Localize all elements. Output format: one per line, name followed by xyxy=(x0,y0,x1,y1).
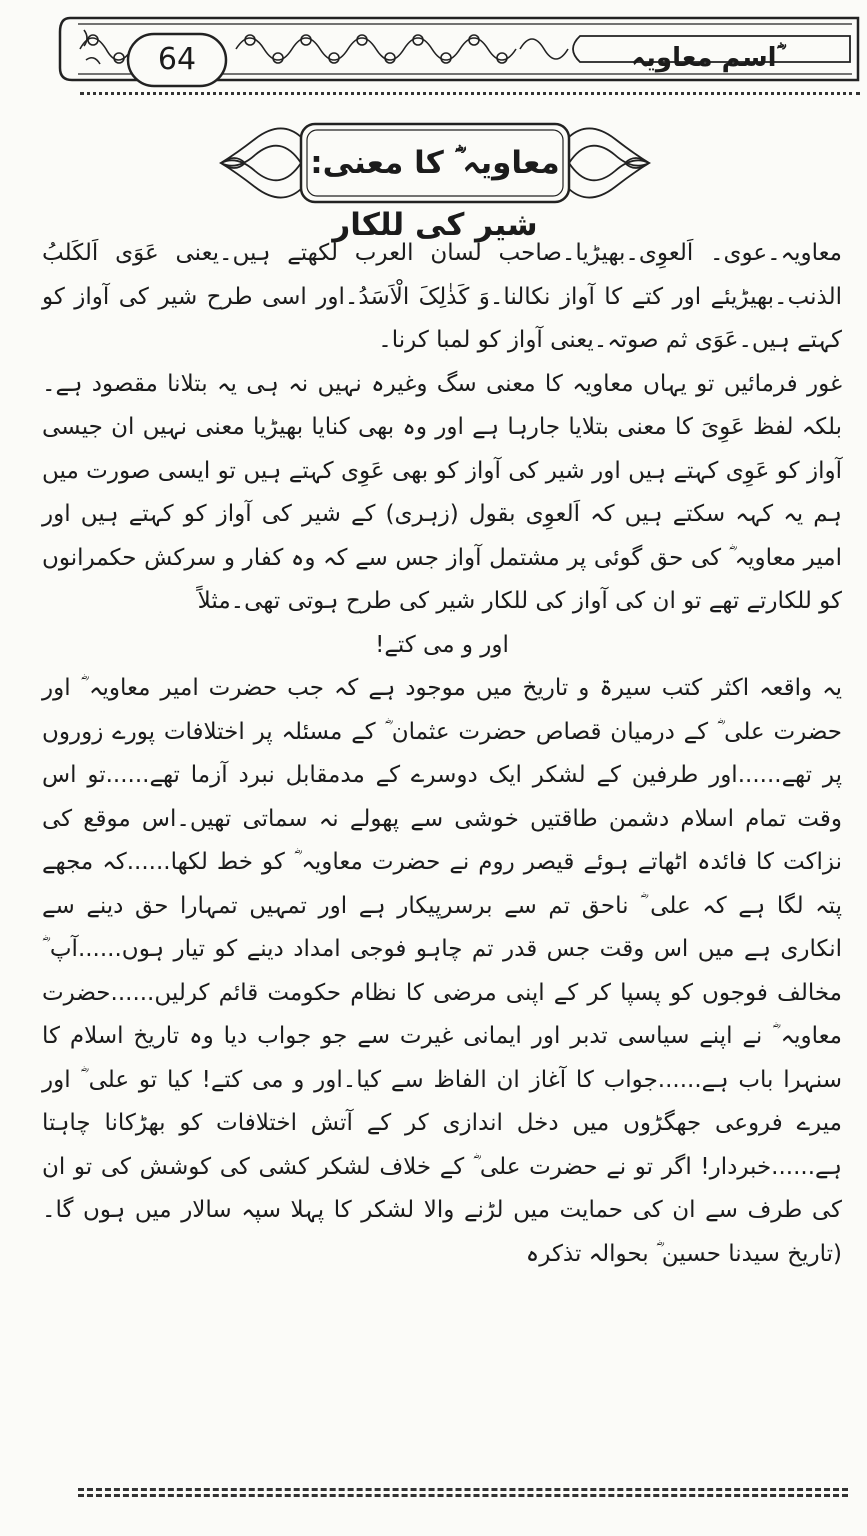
footer-rule xyxy=(78,1488,848,1498)
paragraph-exclamation: اور و می کتے! xyxy=(375,631,509,658)
paragraph: غور فرمائیں تو یہاں معاویہ کا معنی سگ وغیرہ نہیں نہ ہی یہ بتلانا مقصود ہے۔بلکہ لفظ عَوِیَ کا معنی بتلایا جارہا ہے اور وہ بھی کنایا بھیڑیا معنی نہیں ان جیسی آواز کو عَوِی کہتے ہیں اور شیر کی آواز کو بھی عَوِی کہتے ہیں تو ایسی صورت میں ہم یہ کہہ سکتے ہیں کہ اَلعوِی بقول (زہری) کے شیر کی آواز کو کہتے ہیں اور امیر معاویہ ؓ کی حق گوئی پر مشتمل آواز جس سے کہ وہ کفار و سرکش حکمرانوں کو للکارتے تھے تو ان کی آواز کی للکار شیر کی طرح ہوتی تھی۔مثلاً xyxy=(42,370,842,614)
vine-ornament-middle xyxy=(236,35,568,63)
chapter-title: معاویہ ؓ کا معنی: شیر کی للکار xyxy=(310,145,560,243)
book-title: اسم معاویہ ؓ xyxy=(630,43,784,73)
chapter-title-frame xyxy=(215,108,655,243)
header-dotted-rule xyxy=(80,92,860,95)
page-body xyxy=(42,232,842,1276)
paragraph: معاویہ۔عوی۔ اَلعوِی۔بھیڑیا۔صاحب لسان العرب لکھتے ہیں۔یعنی عَوَی اَلکَلبُ الذنب۔بھیڑیئے اور کتے کا آواز نکالنا۔وَ کَذٰلِکَ الْاَسَدُ۔اور اسی طرح شیر کی آواز کو کہتے ہیں۔عَوَی ثم صوتہ۔یعنی آواز کو لمبا کرنا۔ xyxy=(42,240,842,353)
page-number: 64 xyxy=(157,42,197,77)
vine-ornament-left xyxy=(80,30,132,64)
paragraph: یہ واقعہ اکثر کتب سیرۃ و تاریخ میں موجود ہے کہ جب حضرت امیر معاویہ ؓ اور حضرت علی ؓ کے درمیان قصاص حضرت عثمان ؓ کے مسئلہ پر اختلافات پورے زوروں پر تھے......اور طرفین کے لشکر ایک دوسرے کے مدمقابل نبرد آزما تھے......تو اس وقت تمام اسلام دشمن طاقتیں خوشی سے پھولے نہ سماتی تھیں۔اس موقع کی نزاکت کا فائدہ اٹھاتے ہوئے قیصر روم نے حضرت معاویہ ؓ کو خط لکھا......کہ مجھے پتہ لگا ہے کہ علی ؓ ناحق تم سے برسرپیکار ہے اور تمہیں تمہارا حق دینے سے انکاری ہے میں اس وقت جس قدر تم چاہو فوجی امداد دینے کو تیار ہوں......آپ ؓ مخالف فوجوں کو پسپا کر کے اپنی مرضی کا نظام حکومت قائم کرلیں......حضرت معاویہ ؓ نے اپنے سیاسی تدبر اور ایمانی غیرت سے جو جواب دیا وہ تاریخ اسلام کا سنہرا باب ہے......جواب کا آغاز ان الفاظ سے کیا۔اور و می کتے! کیا تو علی ؓ اور میرے فروعی جھگڑوں میں دخل اندازی کر کے آتش اختلافات کو بھڑکانا چاہتا ہے......خبردار! اگر تو نے حضرت علی ؓ کے خلاف لشکر کشی کی کوشش کی تو ان کی طرف سے ان کی حمایت میں لڑنے والا لشکر کا پہلا سپہ سالار میں ہوں گا۔(تاریخ سیدنا حسین ؓ بحوالہ تذکرہ xyxy=(42,675,842,1267)
